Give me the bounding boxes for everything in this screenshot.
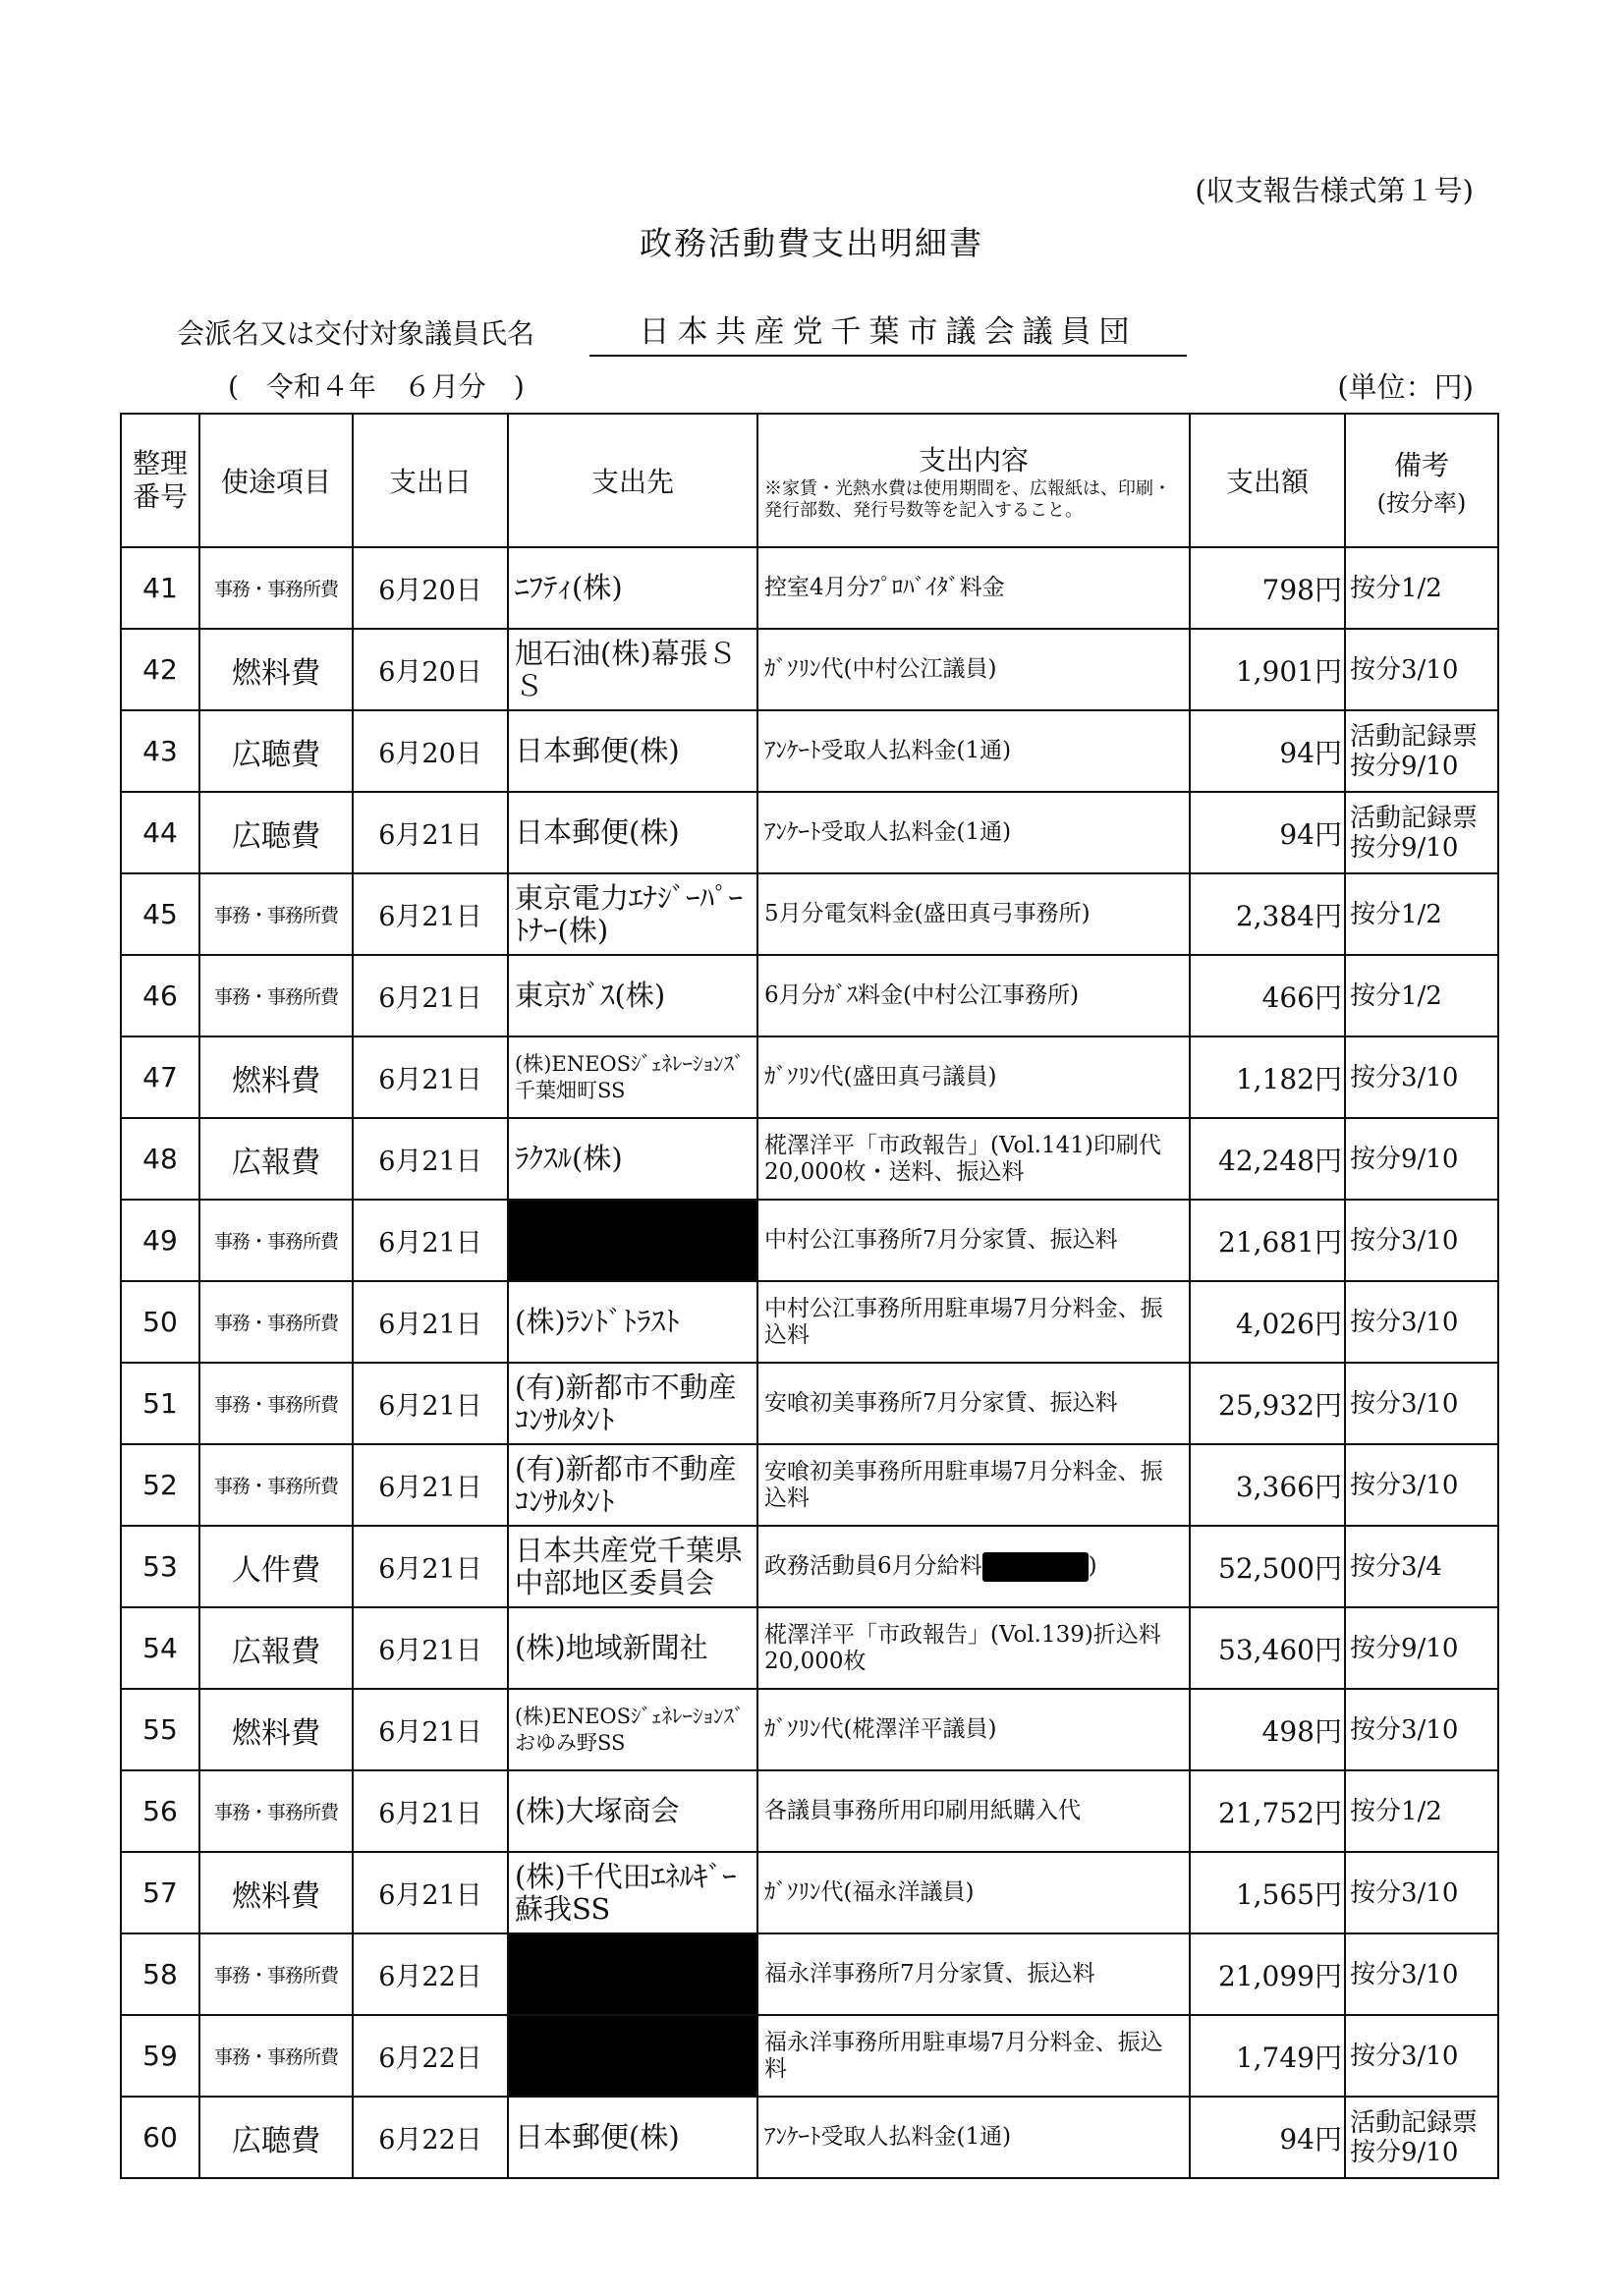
row-note-text: 按分3/10 [1350, 1877, 1459, 1908]
row-amount: 798円 [1190, 547, 1345, 629]
header-desc-label: 支出内容 [918, 444, 1029, 476]
row-amount: 1,565円 [1190, 1852, 1345, 1933]
row-payee: ﾆﾌﾃｨ(株) [508, 547, 757, 629]
row-use-category: 広報費 [199, 1607, 353, 1689]
table-row [121, 1526, 1498, 1607]
row-date: 6月20日 [353, 629, 508, 710]
row-use-category: 事務・事務所費 [199, 1933, 353, 2015]
row-description [757, 1281, 1190, 1363]
row-note [1345, 1363, 1498, 1444]
row-date: 6月21日 [353, 1689, 508, 1770]
row-amount: 21,752円 [1190, 1770, 1345, 1852]
row-number: 50 [121, 1281, 199, 1363]
row-payee: (株)千代田ｴﾈﾙｷﾞｰ蘇我SS [508, 1852, 757, 1933]
form-number: (収支報告様式第１号) [1195, 174, 1474, 207]
redacted-name [982, 1552, 1089, 1582]
row-description-text: ｶﾞｿﾘﾝ代(盛田真弓議員) [764, 1064, 997, 1090]
row-note-text: 按分3/10 [1350, 1307, 1459, 1337]
row-use-category: 事務・事務所費 [199, 1444, 353, 1526]
table-row [121, 2097, 1498, 2178]
row-description-text: 福永洋事務所7月分家賃、振込料 [764, 1961, 1095, 1987]
row-description [757, 1363, 1190, 1444]
row-number: 42 [121, 629, 199, 710]
row-note [1345, 1444, 1498, 1526]
row-note-text: 按分3/10 [1350, 1062, 1459, 1092]
row-description-text: 安喰初美事務所7月分家賃、振込料 [764, 1390, 1118, 1416]
row-amount: 466円 [1190, 955, 1345, 1036]
row-amount: 4,026円 [1190, 1281, 1345, 1363]
row-description-text: 安喰初美事務所用駐車場7月分料金、振込料 [764, 1458, 1163, 1511]
document-title: 政務活動費支出明細書 [640, 224, 983, 262]
row-description [757, 955, 1190, 1036]
row-note-text: 按分1/2 [1350, 573, 1442, 603]
row-use-category: 広聴費 [199, 2097, 353, 2178]
row-date: 6月22日 [353, 2015, 508, 2097]
row-note [1345, 1281, 1498, 1363]
row-note-text: 按分9/10 [1350, 1144, 1459, 1174]
row-description [757, 2097, 1190, 2178]
row-date: 6月21日 [353, 1607, 508, 1689]
table-row [121, 547, 1498, 629]
row-number: 46 [121, 955, 199, 1036]
row-description-text: 椛澤洋平「市政報告」(Vol.139)折込料20,000枚 [764, 1621, 1161, 1674]
row-payee: 東京ｶﾞｽ(株) [508, 955, 757, 1036]
row-description [757, 1200, 1190, 1281]
row-payee: 東京電力ｴﾅｼﾞｰﾊﾟｰﾄﾅｰ(株) [508, 873, 757, 955]
row-amount: 25,932円 [1190, 1363, 1345, 1444]
redacted-payee [508, 1200, 757, 1281]
row-note [1345, 2015, 1498, 2097]
row-description-text: ｶﾞｿﾘﾝ代(椛澤洋平議員) [764, 1716, 997, 1742]
header-note [1345, 414, 1498, 547]
row-payee: (株)大塚商会 [508, 1770, 757, 1852]
row-note [1345, 1200, 1498, 1281]
row-description-text: 中村公江事務所用駐車場7月分料金、振込料 [764, 1295, 1163, 1348]
table-row [121, 1770, 1498, 1852]
row-number: 60 [121, 2097, 199, 2178]
row-date: 6月21日 [353, 1526, 508, 1607]
row-description [757, 1933, 1190, 2015]
row-note-text: 活動記録票 按分9/10 [1350, 803, 1479, 863]
row-description-text: 5月分電気料金(盛田真弓事務所) [764, 901, 1091, 926]
row-note [1345, 873, 1498, 955]
table-row [121, 1607, 1498, 1689]
row-note-text: 活動記録票 按分9/10 [1350, 721, 1479, 781]
row-amount: 52,500円 [1190, 1526, 1345, 1607]
row-date: 6月21日 [353, 955, 508, 1036]
table-row [121, 1036, 1498, 1118]
row-use-category: 燃料費 [199, 1689, 353, 1770]
row-description-text: ｱﾝｹｰﾄ受取人払料金(1通) [764, 819, 1012, 845]
row-use-category: 広聴費 [199, 710, 353, 792]
row-number: 56 [121, 1770, 199, 1852]
row-description-text: ｶﾞｿﾘﾝ代(福永洋議員) [764, 1879, 975, 1905]
row-description-text: 控室4月分ﾌﾟﾛﾊﾞｲﾀﾞ料金 [764, 575, 1005, 600]
row-date: 6月21日 [353, 873, 508, 955]
row-description [757, 792, 1190, 873]
table-row [121, 1281, 1498, 1363]
header-desc-note: ※家賃・光熱水費は使用期間を、広報紙は、印刷・発行部数、発行号数等を記入すること。 [764, 478, 1171, 521]
row-use-category: 燃料費 [199, 629, 353, 710]
row-date: 6月21日 [353, 792, 508, 873]
row-use-category: 人件費 [199, 1526, 353, 1607]
row-date: 6月21日 [353, 1770, 508, 1852]
row-description-text: 中村公江事務所7月分家賃、振込料 [764, 1227, 1118, 1253]
row-use-category: 事務・事務所費 [199, 547, 353, 629]
row-description-text: ｱﾝｹｰﾄ受取人払料金(1通) [764, 738, 1012, 763]
row-note-text: 按分3/10 [1350, 1225, 1459, 1256]
row-number: 58 [121, 1933, 199, 2015]
row-number: 48 [121, 1118, 199, 1200]
row-note-text: 按分3/10 [1350, 1714, 1459, 1745]
table-row [121, 1852, 1498, 1933]
row-use-category: 事務・事務所費 [199, 2015, 353, 2097]
table-row [121, 792, 1498, 873]
row-use-category: 燃料費 [199, 1852, 353, 1933]
row-note-text: 活動記録票 按分9/10 [1350, 2107, 1479, 2167]
row-date: 6月20日 [353, 547, 508, 629]
row-amount: 42,248円 [1190, 1118, 1345, 1200]
header-date: 支出日 [353, 414, 508, 547]
header-use: 使途項目 [199, 414, 353, 547]
row-use-category: 事務・事務所費 [199, 1363, 353, 1444]
row-number: 49 [121, 1200, 199, 1281]
table-row [121, 1118, 1498, 1200]
table-row [121, 1689, 1498, 1770]
redacted-payee [508, 1933, 757, 2015]
row-use-category: 広聴費 [199, 792, 353, 873]
table-row [121, 1200, 1498, 1281]
row-payee: (株)ENEOSｼﾞｪﾈﾚｰｼｮﾝｽﾞ千葉畑町SS [508, 1036, 757, 1118]
row-description [757, 1770, 1190, 1852]
row-date: 6月22日 [353, 1933, 508, 2015]
row-note-text: 按分1/2 [1350, 980, 1442, 1011]
row-payee: 旭石油(株)幕張ＳＳ [508, 629, 757, 710]
row-number: 54 [121, 1607, 199, 1689]
row-description [757, 710, 1190, 792]
row-number: 53 [121, 1526, 199, 1607]
row-description-text: ｱﾝｹｰﾄ受取人払料金(1通) [764, 2124, 1012, 2150]
row-description [757, 1852, 1190, 1933]
row-date: 6月21日 [353, 1444, 508, 1526]
row-note-text: 按分1/2 [1350, 1796, 1442, 1826]
header-no: 整理番号 [121, 414, 199, 547]
row-description [757, 629, 1190, 710]
row-description [757, 1689, 1190, 1770]
row-amount: 53,460円 [1190, 1607, 1345, 1689]
row-payee: 日本郵便(株) [508, 2097, 757, 2178]
row-note [1345, 547, 1498, 629]
row-description [757, 1444, 1190, 1526]
row-note [1345, 792, 1498, 873]
table-row [121, 1933, 1498, 2015]
redacted-payee [508, 2015, 757, 2097]
table-row [121, 873, 1498, 955]
row-use-category: 燃料費 [199, 1036, 353, 1118]
row-use-category: 事務・事務所費 [199, 1200, 353, 1281]
row-amount: 21,099円 [1190, 1933, 1345, 2015]
header-payee: 支出先 [508, 414, 757, 547]
row-number: 51 [121, 1363, 199, 1444]
row-number: 41 [121, 547, 199, 629]
row-use-category: 事務・事務所費 [199, 873, 353, 955]
row-description-text: 6月分ｶﾞｽ料金(中村公江事務所) [764, 982, 1080, 1008]
row-description [757, 1118, 1190, 1200]
row-number: 44 [121, 792, 199, 873]
row-amount: 21,681円 [1190, 1200, 1345, 1281]
row-date: 6月21日 [353, 1118, 508, 1200]
row-date: 6月20日 [353, 710, 508, 792]
row-note-text: 按分3/10 [1350, 1959, 1459, 1989]
row-date: 6月21日 [353, 1036, 508, 1118]
row-note-text: 按分1/2 [1350, 899, 1442, 929]
row-number: 59 [121, 2015, 199, 2097]
row-description [757, 547, 1190, 629]
row-number: 57 [121, 1852, 199, 1933]
row-note [1345, 629, 1498, 710]
row-use-category: 事務・事務所費 [199, 955, 353, 1036]
row-date: 6月21日 [353, 1363, 508, 1444]
row-note [1345, 1526, 1498, 1607]
row-description [757, 1036, 1190, 1118]
unit-label: (単位：円) [1337, 370, 1474, 404]
header-note-label: 備考 [1393, 448, 1449, 481]
row-description-text: 政務活動員6月分給料 [764, 1552, 982, 1579]
table-row [121, 1444, 1498, 1526]
row-date: 6月21日 [353, 1281, 508, 1363]
row-payee: (有)新都市不動産ｺﾝｻﾙﾀﾝﾄ [508, 1363, 757, 1444]
row-description [757, 2015, 1190, 2097]
row-amount: 94円 [1190, 710, 1345, 792]
row-description [757, 1526, 1190, 1607]
row-payee: (有)新都市不動産ｺﾝｻﾙﾀﾝﾄ [508, 1444, 757, 1526]
report-period: ( 令和４年 ６月分 ) [228, 370, 525, 403]
row-amount: 498円 [1190, 1689, 1345, 1770]
header-note-sub: (按分率) [1376, 488, 1467, 517]
table-row [121, 955, 1498, 1036]
row-description-text: 福永洋事務所用駐車場7月分料金、振込料 [764, 2029, 1163, 2082]
row-description [757, 873, 1190, 955]
row-use-category: 広報費 [199, 1118, 353, 1200]
group-label: 会派名又は交付対象議員氏名 [177, 317, 535, 350]
row-note-text: 按分9/10 [1350, 1633, 1459, 1663]
row-date: 6月21日 [353, 1200, 508, 1281]
row-note-text: 按分3/10 [1350, 1470, 1459, 1500]
table-row [121, 1363, 1498, 1444]
row-note-text: 按分3/10 [1350, 654, 1459, 685]
row-date: 6月21日 [353, 1852, 508, 1933]
row-payee: 日本郵便(株) [508, 710, 757, 792]
row-number: 43 [121, 710, 199, 792]
row-number: 45 [121, 873, 199, 955]
row-amount: 1,901円 [1190, 629, 1345, 710]
row-note [1345, 1689, 1498, 1770]
row-note [1345, 2097, 1498, 2178]
row-note [1345, 710, 1498, 792]
row-amount: 94円 [1190, 792, 1345, 873]
row-use-category: 事務・事務所費 [199, 1770, 353, 1852]
row-note-text: 按分3/10 [1350, 1388, 1459, 1419]
header-desc [757, 414, 1190, 547]
row-description-text: 椛澤洋平「市政報告」(Vol.141)印刷代20,000枚・送料、振込料 [764, 1132, 1161, 1185]
row-note [1345, 955, 1498, 1036]
row-number: 52 [121, 1444, 199, 1526]
row-note-text: 按分3/10 [1350, 2041, 1459, 2071]
row-use-category: 事務・事務所費 [199, 1281, 353, 1363]
expense-table [120, 413, 1499, 2179]
row-note [1345, 1770, 1498, 1852]
row-number: 55 [121, 1689, 199, 1770]
row-amount: 3,366円 [1190, 1444, 1345, 1526]
row-description-suffix: ) [1088, 1552, 1097, 1579]
row-date: 6月22日 [353, 2097, 508, 2178]
row-note [1345, 1118, 1498, 1200]
row-payee: (株)ENEOSｼﾞｪﾈﾚｰｼｮﾝｽﾞおゆみ野SS [508, 1689, 757, 1770]
row-payee: ﾗｸｽﾙ(株) [508, 1118, 757, 1200]
row-amount: 1,182円 [1190, 1036, 1345, 1118]
row-amount: 2,384円 [1190, 873, 1345, 955]
table-header-row [121, 414, 1498, 547]
row-amount: 1,749円 [1190, 2015, 1345, 2097]
table-row [121, 2015, 1498, 2097]
group-name: 日本共産党千葉市議会議員団 [589, 307, 1187, 357]
row-description-text: 各議員事務所用印刷用紙購入代 [764, 1798, 1081, 1823]
header-amount: 支出額 [1190, 414, 1345, 547]
row-note [1345, 1036, 1498, 1118]
row-note [1345, 1933, 1498, 2015]
row-note [1345, 1607, 1498, 1689]
table-row [121, 629, 1498, 710]
row-description [757, 1607, 1190, 1689]
row-number: 47 [121, 1036, 199, 1118]
table-row [121, 710, 1498, 792]
row-payee: (株)地域新聞社 [508, 1607, 757, 1689]
row-payee: (株)ﾗﾝﾄﾞﾄﾗｽﾄ [508, 1281, 757, 1363]
row-note [1345, 1852, 1498, 1933]
row-payee: 日本共産党千葉県中部地区委員会 [508, 1526, 757, 1607]
row-payee: 日本郵便(株) [508, 792, 757, 873]
row-note-text: 按分3/4 [1350, 1551, 1442, 1582]
row-amount: 94円 [1190, 2097, 1345, 2178]
row-description-text: ｶﾞｿﾘﾝ代(中村公江議員) [764, 656, 997, 682]
